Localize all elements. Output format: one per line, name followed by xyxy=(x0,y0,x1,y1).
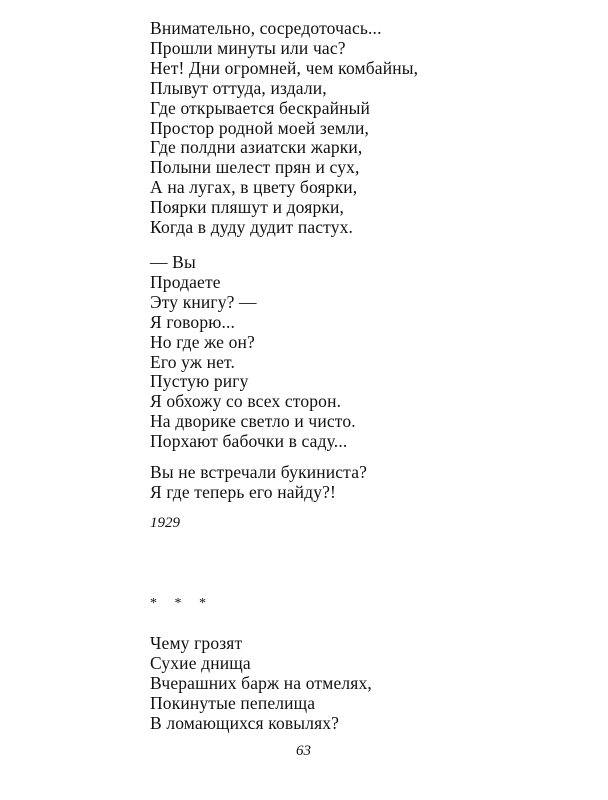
poem-line: Плывут оттуда, издали, xyxy=(150,77,327,98)
poem-line: Но где же он? xyxy=(150,331,255,352)
poem-line: Вы не встречали букиниста? xyxy=(150,462,368,482)
page-number: 63 xyxy=(296,743,311,759)
poem-line: Чему грозят xyxy=(150,633,243,653)
poem-line: Я обхожу со всех сторон. xyxy=(150,391,342,412)
poem-line: — Вы xyxy=(150,252,196,272)
poem-line: Сухие днища xyxy=(150,652,251,673)
poem-line: Прошли минуты или час? xyxy=(150,37,346,58)
stanza-1 xyxy=(150,19,418,238)
poem-line: Поярки пляшут и доярки, xyxy=(150,197,345,218)
poem-line: Я говорю... xyxy=(150,311,236,332)
poem-line: Его уж нет. xyxy=(150,351,236,372)
stanza-2 xyxy=(150,253,356,452)
section-separator: * * * xyxy=(150,596,213,611)
poem-line: Вчерашних барж на отмелях, xyxy=(150,672,372,693)
poem-line: В ломающихся ковылях? xyxy=(150,712,340,733)
poem-date: 1929 xyxy=(150,515,180,531)
poem-line: Где открывается бескрайный xyxy=(150,97,371,118)
poem-line: Внимательно, сосредоточась... xyxy=(150,18,382,38)
poem-line: Нет! Дни огромней, чем комбайны, xyxy=(150,57,419,78)
poem-line: Пустую ригу xyxy=(150,371,249,392)
poem-line: Я где теперь его найду?! xyxy=(150,481,337,502)
poem-line: Где полдни азиатски жарки, xyxy=(150,137,363,158)
stanza-next-poem xyxy=(150,634,372,734)
poem-line: А на лугах, в цвету боярки, xyxy=(150,177,358,198)
stanza-3 xyxy=(150,463,367,503)
poem-line: Эту книгу? — xyxy=(150,291,257,312)
poem-line: Порхают бабочки в саду... xyxy=(150,431,348,452)
poem-line: Полыни шелест прян и сух, xyxy=(150,157,360,178)
poem-line: Продаете xyxy=(150,271,221,292)
poem-line: Покинутые пепелища xyxy=(150,692,316,713)
poem-line: Когда в дуду дудит пастух. xyxy=(150,217,354,238)
poem-line: Простор родной моей земли, xyxy=(150,117,370,138)
poem-line: На дворике светло и чисто. xyxy=(150,411,356,432)
